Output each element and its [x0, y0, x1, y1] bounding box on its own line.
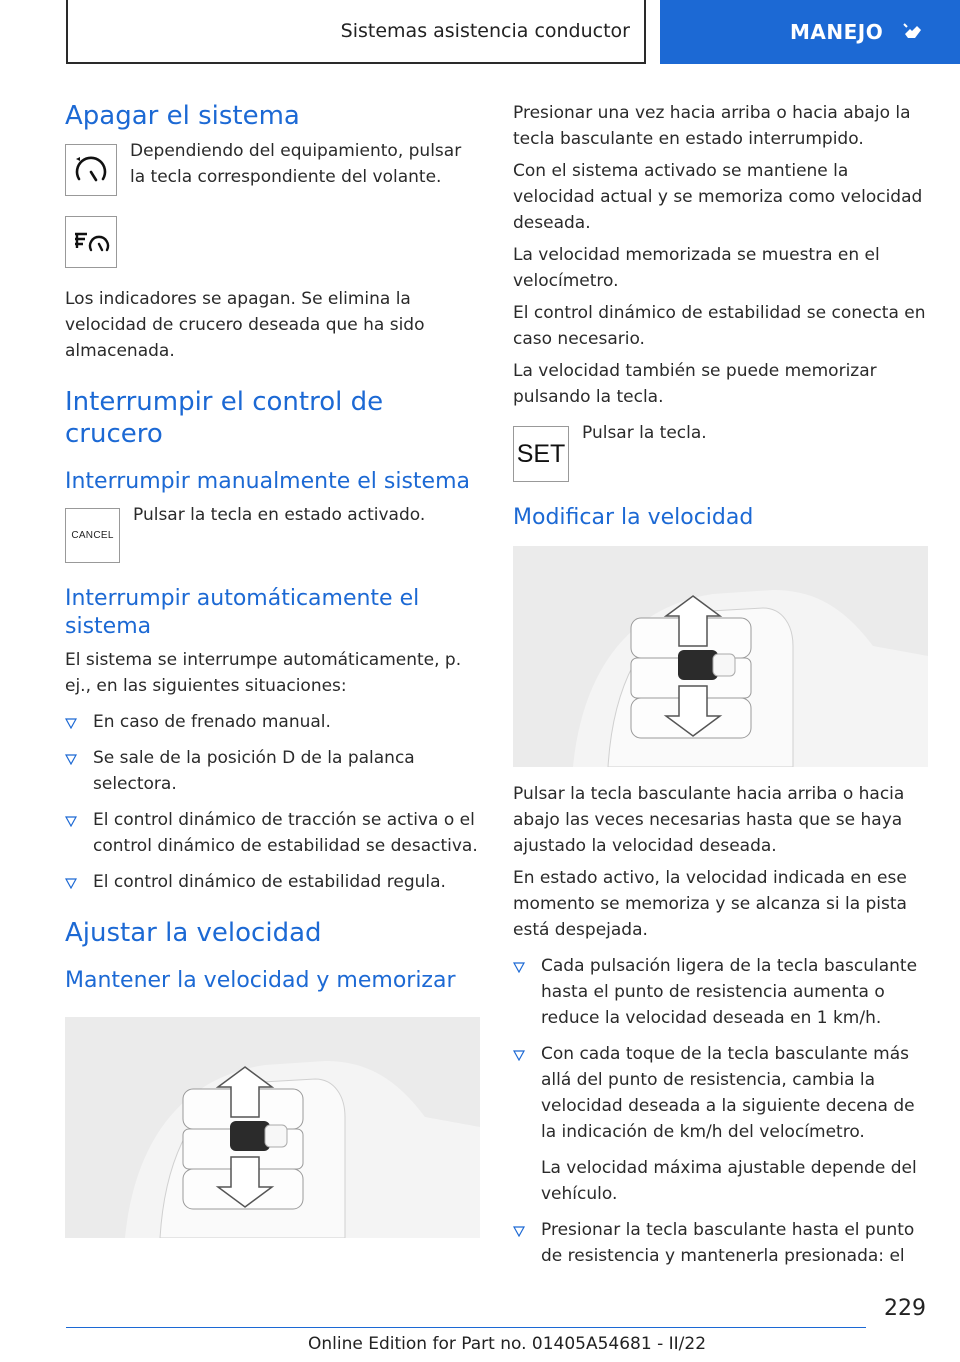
- list-item-text: Se sale de la posición D de la palanca selectora.: [93, 748, 415, 794]
- section-title: Sistemas asistencia conductor: [340, 20, 630, 42]
- distance-control-icon: [65, 216, 117, 268]
- triangle-bullet-icon: [65, 753, 77, 765]
- apagar-icon-text: Dependiendo del equipamiento, pulsar la tecla correspondiente del volante.: [130, 141, 462, 187]
- steering-hand-icon: [901, 20, 925, 44]
- list-item-text: Con cada toque de la tecla basculante más allá del punto de resistencia, cambia la velocidad deseada a la siguiente decena de la indicación de km/h del velocímetro.: [541, 1044, 915, 1142]
- list-item: [65, 869, 480, 895]
- section-header: [66, 0, 646, 64]
- list-item: [65, 709, 480, 735]
- apagar-icon-row: [65, 138, 480, 196]
- para-7: En estado activo, la velocidad indicada en ese momento se memoriza y se alcanza si la pista está despejada.: [513, 868, 907, 940]
- steering-wheel-buttons-figure-2: [513, 546, 928, 767]
- list-item-subtext: La velocidad máxima ajustable depende del vehículo.: [541, 1158, 917, 1204]
- set-text: Pulsar la tecla.: [582, 423, 707, 443]
- heading-modificar: Modificar la velocidad: [513, 505, 754, 530]
- cancel-key-label: CANCEL: [71, 530, 114, 541]
- right-column: [513, 100, 928, 1269]
- set-key-icon: [513, 426, 569, 482]
- para-5: La velocidad también se puede memorizar pulsando la tecla.: [513, 361, 877, 407]
- heading-interrumpir: Interrumpir el control de crucero: [65, 387, 384, 449]
- page-number: 229: [884, 1296, 926, 1321]
- cancel-row: [65, 502, 480, 563]
- list-item: [65, 745, 480, 797]
- list-item: [513, 1217, 928, 1269]
- heading-apagar: Apagar el sistema: [65, 101, 300, 131]
- speed-list-cont: [513, 1217, 928, 1269]
- triangle-bullet-icon: [65, 815, 77, 827]
- triangle-bullet-icon: [65, 877, 77, 889]
- list-item: [513, 1041, 928, 1145]
- auto-intro: El sistema se interrumpe automáticamente, p. ej., en las siguientes situaciones:: [65, 650, 462, 696]
- para-6: Pulsar la tecla basculante hacia arriba o hacia abajo las veces necesarias hasta que se haya ajustado la velocidad deseada.: [513, 784, 905, 856]
- para-4: El control dinámico de estabilidad se conecta en caso necesario.: [513, 303, 926, 349]
- para-3: La velocidad memorizada se muestra en el velocímetro.: [513, 245, 880, 291]
- triangle-bullet-icon: [65, 717, 77, 729]
- apagar-after-text: Los indicadores se apagan. Se elimina la velocidad de crucero deseada que ha sido almacenada.: [65, 289, 425, 361]
- auto-list: [65, 709, 480, 895]
- heading-mantener: Mantener la velocidad y memorizar: [65, 968, 456, 993]
- cruise-gauge-icon: [65, 144, 117, 196]
- heading-manual: Interrumpir manualmente el sistema: [65, 469, 470, 494]
- list-item-text: En caso de frenado manual.: [93, 712, 331, 732]
- list-item: [513, 953, 928, 1031]
- set-row: [513, 420, 928, 482]
- list-item-text: El control dinámico de tracción se activa o el control dinámico de estabilidad se desactiva.: [93, 810, 478, 856]
- set-key-label: SET: [516, 439, 566, 468]
- speed-list: [513, 953, 928, 1145]
- list-item-text: Cada pulsación ligera de la tecla basculante hasta el punto de resistencia aumenta o reduce la velocidad deseada en 1 km/h.: [541, 956, 918, 1028]
- triangle-bullet-icon: [513, 961, 525, 973]
- heading-ajustar: Ajustar la velocidad: [65, 918, 322, 948]
- heading-auto: Interrumpir automáticamente el sistema: [65, 586, 420, 639]
- steering-wheel-buttons-figure: [65, 1017, 480, 1238]
- chapter-tab: [660, 0, 960, 64]
- footer-divider: [66, 1327, 866, 1328]
- list-item: [65, 807, 480, 859]
- cancel-key-icon: [65, 508, 120, 563]
- triangle-bullet-icon: [513, 1049, 525, 1061]
- list-item-text: Presionar la tecla basculante hasta el punto de resistencia y mantenerla presionada: el: [541, 1220, 915, 1266]
- chapter-title: MANEJO: [790, 20, 884, 44]
- left-column: [65, 100, 480, 1238]
- apagar-icon-row-2: [65, 210, 480, 268]
- list-item-text: El control dinámico de estabilidad regula.: [93, 872, 446, 892]
- triangle-bullet-icon: [513, 1225, 525, 1237]
- para-1: Presionar una vez hacia arriba o hacia abajo la tecla basculante en estado interrumpido.: [513, 103, 911, 149]
- cancel-text: Pulsar la tecla en estado activado.: [133, 505, 426, 525]
- para-2: Con el sistema activado se mantiene la velocidad actual y se memoriza como velocidad deseada.: [513, 161, 923, 233]
- edition-text: Online Edition for Part no. 01405A54681 - II/22: [308, 1334, 707, 1354]
